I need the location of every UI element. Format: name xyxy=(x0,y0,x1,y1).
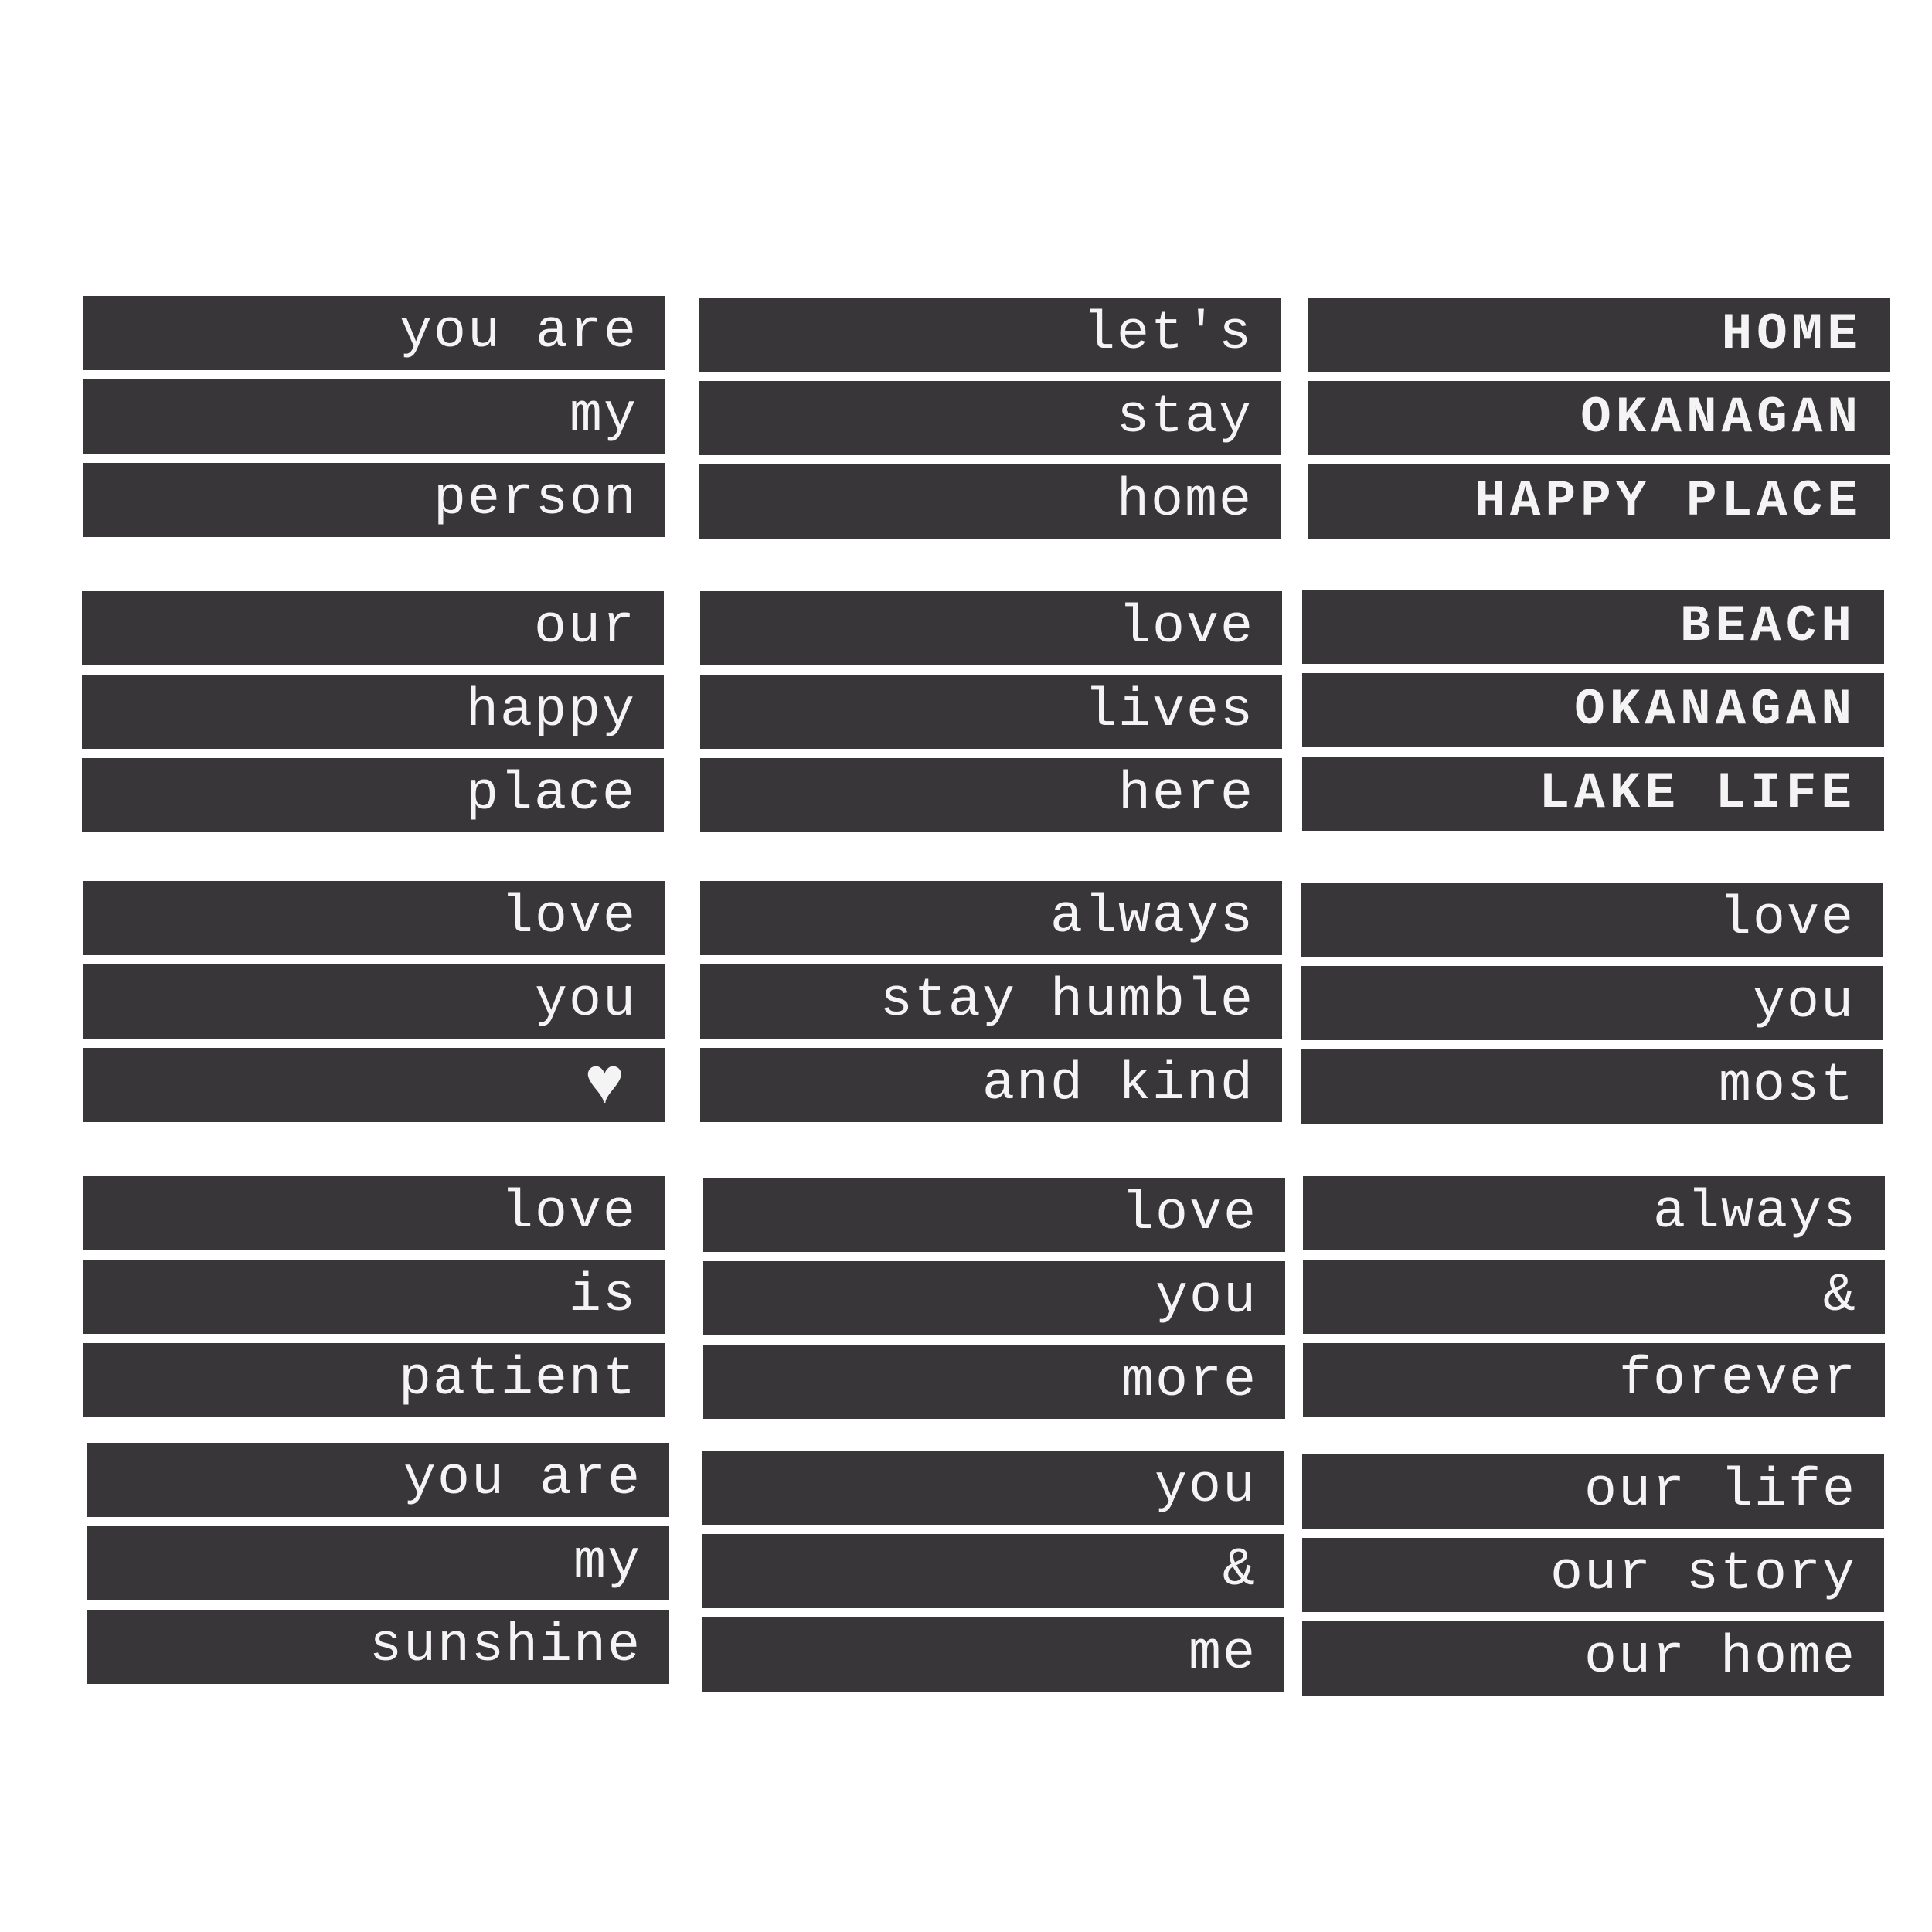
word-stick: forever xyxy=(1303,1343,1885,1417)
word-stick: happy xyxy=(82,675,664,749)
word-stick: person xyxy=(83,463,665,537)
word-stick: my xyxy=(83,379,665,454)
word-stick: home xyxy=(699,464,1281,539)
word-stick: lives xyxy=(700,675,1282,749)
word-stick: love xyxy=(83,881,665,955)
word-stick: our xyxy=(82,591,664,665)
word-stick: you xyxy=(83,964,665,1039)
word-stick: here xyxy=(700,758,1282,832)
word-stick: OKANAGAN xyxy=(1302,673,1884,747)
word-stick: OKANAGAN xyxy=(1308,381,1890,455)
word-stick: always xyxy=(700,881,1282,955)
word-stick: & xyxy=(1303,1260,1885,1334)
word-stick: place xyxy=(82,758,664,832)
word-stick: love xyxy=(700,591,1282,665)
word-stick: our home xyxy=(1302,1621,1884,1696)
word-stick: most xyxy=(1301,1049,1883,1124)
heart-icon-stick: ♥ xyxy=(83,1048,665,1122)
word-stick: love xyxy=(703,1178,1285,1252)
word-stick: you xyxy=(702,1451,1284,1525)
word-stick: me xyxy=(702,1617,1284,1692)
word-stick: stay humble xyxy=(700,964,1282,1039)
word-stick: sunshine xyxy=(87,1610,669,1684)
word-stick: our life xyxy=(1302,1454,1884,1529)
word-stick: our story xyxy=(1302,1538,1884,1612)
word-stick: LAKE LIFE xyxy=(1302,757,1884,831)
word-stick: HOME xyxy=(1308,298,1890,372)
word-stick: and kind xyxy=(700,1048,1282,1122)
word-stick: love xyxy=(83,1176,665,1250)
word-stick: you xyxy=(1301,966,1883,1040)
word-stick: & xyxy=(702,1534,1284,1608)
word-stick: more xyxy=(703,1345,1285,1419)
word-stick: love xyxy=(1301,883,1883,957)
word-stick: you are xyxy=(87,1443,669,1517)
word-stick: BEACH xyxy=(1302,590,1884,664)
word-stick: stay xyxy=(699,381,1281,455)
word-stick: always xyxy=(1303,1176,1885,1250)
word-stick: you xyxy=(703,1261,1285,1335)
word-stick: HAPPY PLACE xyxy=(1308,464,1890,539)
word-stick: patient xyxy=(83,1343,665,1417)
word-stick: you are xyxy=(83,296,665,370)
word-stick: let's xyxy=(699,298,1281,372)
word-stick: is xyxy=(83,1260,665,1334)
word-stick: my xyxy=(87,1526,669,1600)
